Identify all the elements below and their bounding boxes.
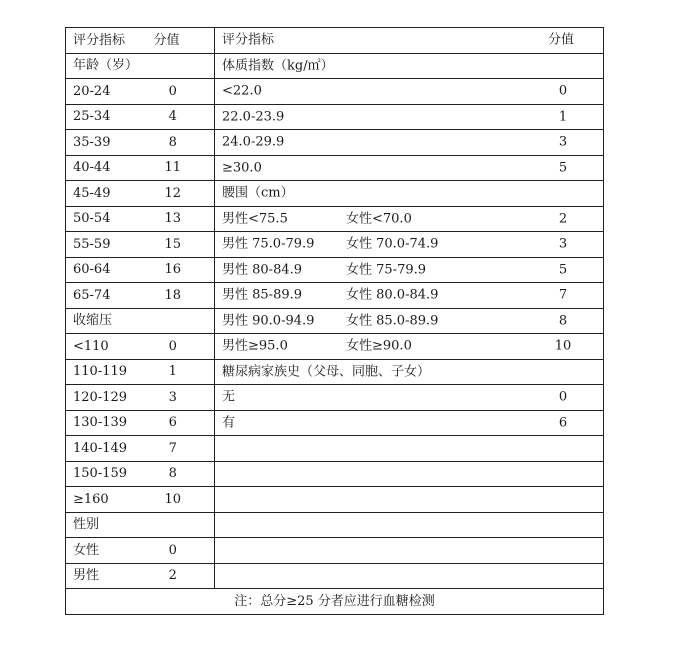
left-indicator-cell: <110 <box>66 334 154 360</box>
left-indicator-cell: 25-34 <box>66 104 154 130</box>
left-score-cell <box>154 181 215 207</box>
right-indicator-label: 无 <box>222 389 236 405</box>
left-indicator-cell: 收缩压 <box>66 308 154 334</box>
left-score-value: 6 <box>168 415 177 431</box>
right-indicator-cell <box>215 461 604 487</box>
left-score-value: 16 <box>164 262 182 278</box>
header-left-score: 分值 <box>154 28 215 54</box>
right-indicator-cell <box>215 334 604 360</box>
header-right-indicator: 评分指标 <box>222 32 275 48</box>
left-indicator-cell: 130-139 <box>66 410 154 436</box>
header-right-cell <box>215 28 604 54</box>
table-row <box>66 257 604 283</box>
left-indicator-cell: 120-129 <box>66 385 154 411</box>
left-score-cell <box>154 308 215 334</box>
right-indicator-label: 男性 80-84.9 <box>222 262 303 278</box>
left-score-cell <box>154 359 215 385</box>
left-score-cell <box>154 53 215 79</box>
left-score-cell <box>154 104 215 130</box>
left-indicator-cell: 男性 <box>66 563 154 589</box>
left-score-cell <box>154 79 215 105</box>
left-indicator-cell: 40-44 <box>66 155 154 181</box>
left-indicator-cell: 60-64 <box>66 257 154 283</box>
right-indicator-cell <box>215 512 604 538</box>
table-row <box>66 359 604 385</box>
left-score-cell <box>154 487 215 513</box>
left-score-value: 15 <box>164 236 182 252</box>
table-row <box>66 512 604 538</box>
left-score-value: 1 <box>168 364 177 380</box>
right-indicator-female-label: 女性≥90.0 <box>346 338 412 354</box>
left-indicator-cell: 性别 <box>66 512 154 538</box>
table-row <box>66 334 604 360</box>
table-row <box>66 538 604 564</box>
right-indicator-female-label: 女性 75-79.9 <box>346 262 427 278</box>
table-row <box>66 155 604 181</box>
left-score-cell <box>154 385 215 411</box>
right-indicator-cell <box>215 181 604 207</box>
note-row <box>66 589 604 615</box>
right-indicator-label: 24.0-29.9 <box>222 134 285 150</box>
right-indicator-cell <box>215 410 604 436</box>
right-indicator-female-label: 女性 85.0-89.9 <box>346 313 439 329</box>
right-score-value: 2 <box>558 211 568 227</box>
right-indicator-female-label: 女性 80.0-84.9 <box>346 287 439 303</box>
table-row <box>66 79 604 105</box>
table-row <box>66 104 604 130</box>
right-indicator-cell <box>215 130 604 156</box>
left-score-cell <box>154 257 215 283</box>
right-indicator-cell <box>215 104 604 130</box>
right-indicator-cell <box>215 283 604 309</box>
left-score-value: 12 <box>164 185 182 201</box>
right-indicator-label: 男性≥95.0 <box>222 338 288 354</box>
left-score-cell <box>154 563 215 589</box>
header-right-score: 分值 <box>548 32 575 48</box>
left-indicator-cell: 50-54 <box>66 206 154 232</box>
right-score-value: 10 <box>554 338 572 354</box>
left-indicator-cell: 45-49 <box>66 181 154 207</box>
table-row <box>66 461 604 487</box>
right-score-value: 0 <box>558 389 568 405</box>
left-indicator-cell: ≥160 <box>66 487 154 513</box>
table-row <box>66 206 604 232</box>
header-row <box>66 28 604 54</box>
table-row <box>66 385 604 411</box>
left-score-cell <box>154 232 215 258</box>
right-score-value: 6 <box>558 415 568 431</box>
right-indicator-cell <box>215 79 604 105</box>
left-indicator-cell: 65-74 <box>66 283 154 309</box>
left-indicator-cell: 55-59 <box>66 232 154 258</box>
left-indicator-cell: 年龄（岁） <box>66 53 154 79</box>
right-score-value: 5 <box>558 262 568 278</box>
header-left-indicator: 评分指标 <box>66 28 154 54</box>
right-indicator-female-label: 女性<70.0 <box>346 211 412 227</box>
left-score-cell <box>154 334 215 360</box>
right-indicator-cell <box>215 538 604 564</box>
right-indicator-label: ≥30.0 <box>222 160 262 176</box>
table-row <box>66 53 604 79</box>
right-indicator-cell <box>215 155 604 181</box>
table-row <box>66 563 604 589</box>
left-score-cell <box>154 512 215 538</box>
left-score-cell <box>154 538 215 564</box>
left-indicator-cell: 140-149 <box>66 436 154 462</box>
left-indicator-cell: 150-159 <box>66 461 154 487</box>
right-score-value: 8 <box>558 313 568 329</box>
right-score-value: 7 <box>558 287 568 303</box>
left-score-value: 11 <box>164 160 182 176</box>
right-indicator-label: 有 <box>222 415 236 431</box>
right-indicator-label: 糖尿病家族史（父母、同胞、子女） <box>222 364 431 380</box>
right-indicator-label: 22.0-23.9 <box>222 109 285 125</box>
left-score-value: 0 <box>168 338 177 354</box>
right-indicator-cell <box>215 436 604 462</box>
left-score-value: 7 <box>168 440 177 456</box>
left-indicator-cell: 女性 <box>66 538 154 564</box>
diabetes-risk-score-table <box>65 27 604 615</box>
table-row <box>66 283 604 309</box>
right-score-value: 5 <box>558 160 568 176</box>
left-score-value: 4 <box>168 109 177 125</box>
left-score-cell <box>154 130 215 156</box>
right-indicator-cell <box>215 487 604 513</box>
left-score-cell <box>154 410 215 436</box>
left-score-value: 8 <box>168 134 177 150</box>
left-score-cell <box>154 206 215 232</box>
right-indicator-cell <box>215 563 604 589</box>
right-score-value: 1 <box>558 109 568 125</box>
right-indicator-label: 男性 90.0-94.9 <box>222 313 315 329</box>
table-row <box>66 487 604 513</box>
left-score-cell <box>154 155 215 181</box>
left-score-value: 8 <box>168 466 177 482</box>
right-indicator-label: 男性<75.5 <box>222 211 288 227</box>
note-text: 注：总分≥25 分者应进行血糖检测 <box>66 589 604 615</box>
right-indicator-label: 体质指数（kg/㎡） <box>222 58 334 74</box>
right-indicator-cell <box>215 308 604 334</box>
right-indicator-female-label: 女性 70.0-74.9 <box>346 236 439 252</box>
right-indicator-label: 男性 85-89.9 <box>222 287 303 303</box>
right-score-value: 3 <box>558 134 568 150</box>
left-indicator-cell: 110-119 <box>66 359 154 385</box>
right-indicator-label: 腰围（cm） <box>222 185 294 201</box>
right-indicator-cell <box>215 206 604 232</box>
left-indicator-cell: 35-39 <box>66 130 154 156</box>
table-row <box>66 130 604 156</box>
left-score-cell <box>154 436 215 462</box>
left-score-cell <box>154 283 215 309</box>
table-row <box>66 308 604 334</box>
left-score-value: 0 <box>168 542 177 558</box>
left-score-value: 3 <box>168 389 177 405</box>
table-row <box>66 232 604 258</box>
right-score-value: 3 <box>558 236 568 252</box>
left-score-value: 2 <box>168 568 177 584</box>
right-indicator-label: <22.0 <box>222 83 262 99</box>
right-score-value: 0 <box>558 83 568 99</box>
left-indicator-cell: 20-24 <box>66 79 154 105</box>
right-indicator-cell <box>215 359 604 385</box>
right-indicator-cell <box>215 232 604 258</box>
left-score-value: 10 <box>164 491 182 507</box>
right-indicator-cell <box>215 53 604 79</box>
table-row <box>66 181 604 207</box>
table-row <box>66 436 604 462</box>
right-indicator-cell <box>215 257 604 283</box>
table-row <box>66 410 604 436</box>
left-score-value: 0 <box>168 83 177 99</box>
right-indicator-cell <box>215 385 604 411</box>
left-score-value: 13 <box>164 211 182 227</box>
left-score-cell <box>154 461 215 487</box>
left-score-value: 18 <box>164 287 182 303</box>
right-indicator-label: 男性 75.0-79.9 <box>222 236 315 252</box>
